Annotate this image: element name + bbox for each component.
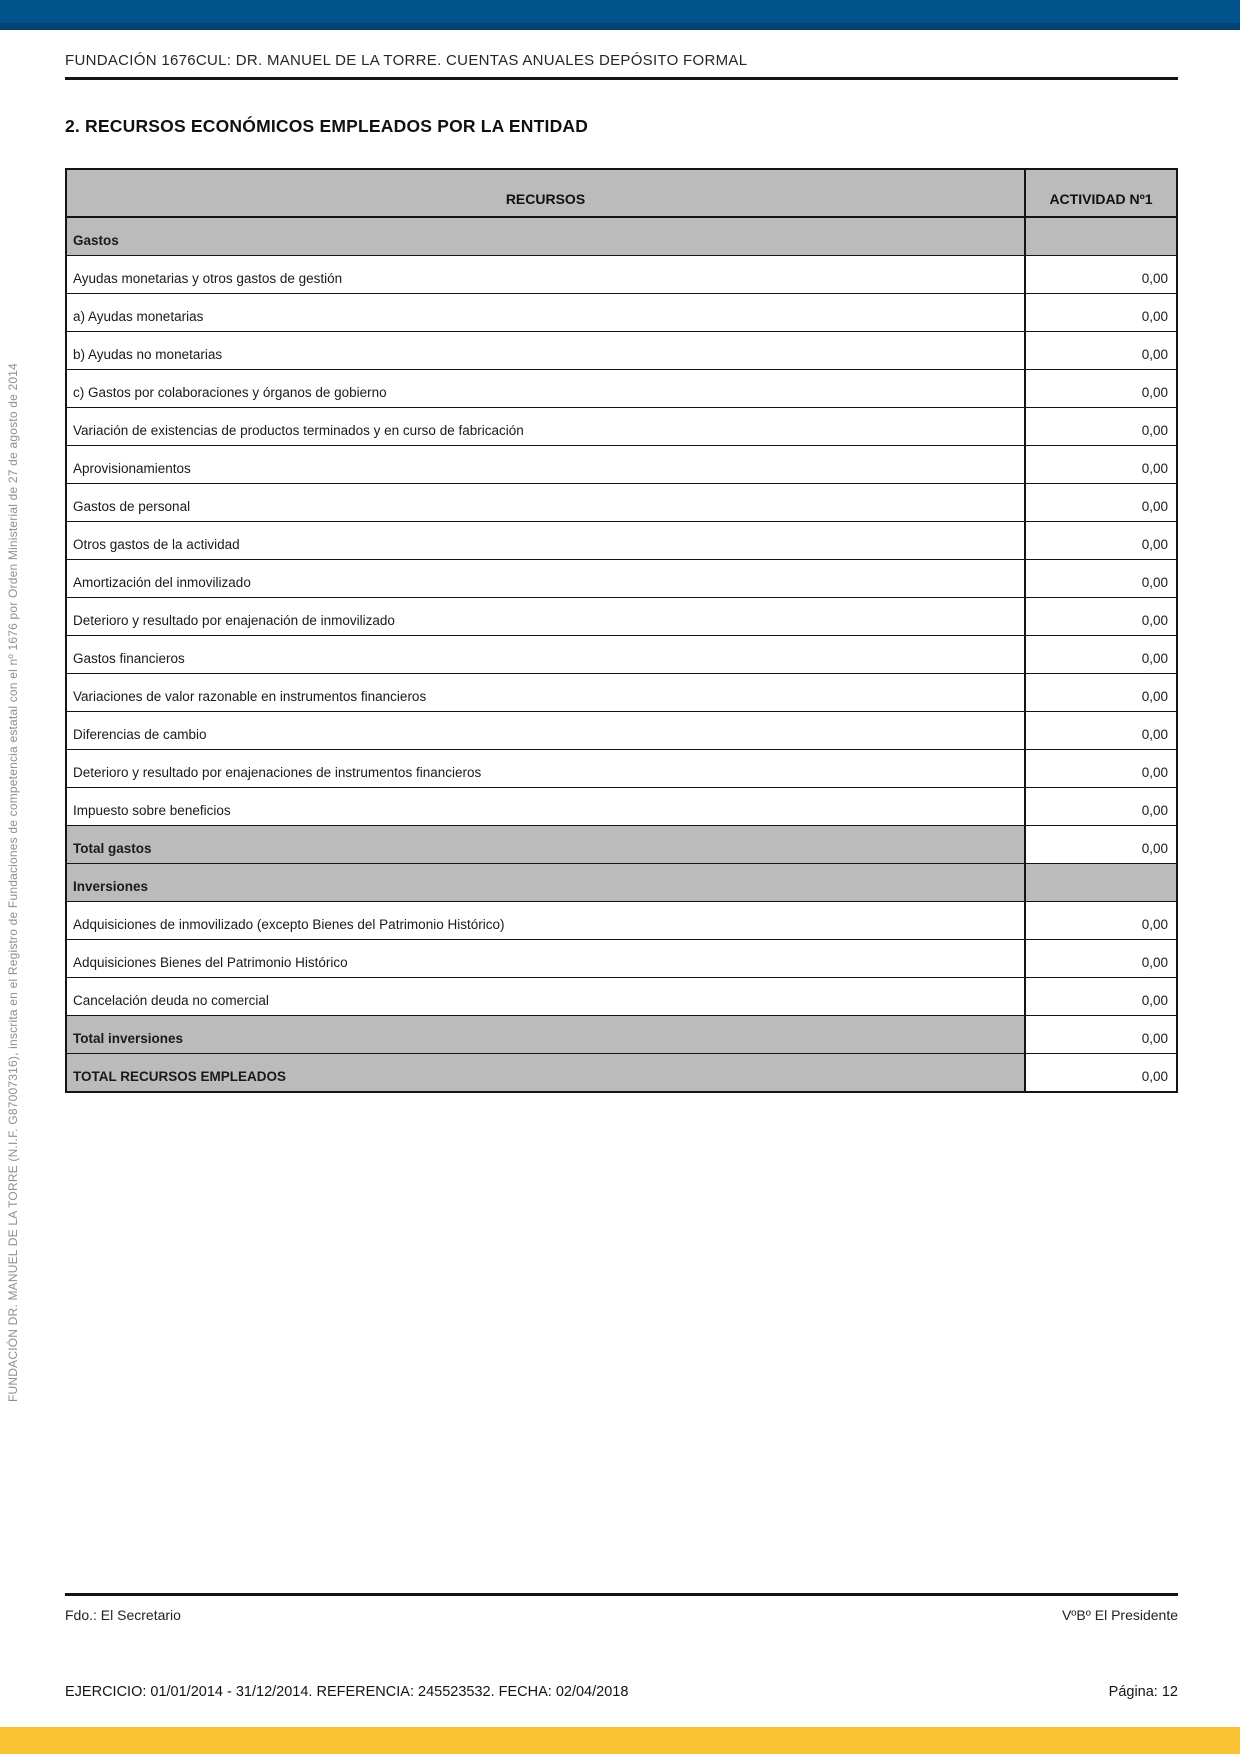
row-value: 0,00	[1141, 841, 1168, 856]
table-body	[67, 217, 1176, 1091]
row-label: Diferencias de cambio	[67, 712, 1026, 749]
row-label: Total gastos	[67, 826, 1026, 863]
row-value: 0,00	[1141, 803, 1168, 818]
row-label: a) Ayudas monetarias	[67, 294, 1026, 331]
row-label: Adquisiciones Bienes del Patrimonio Histórico	[67, 940, 1026, 977]
signature-divider	[65, 1593, 1178, 1596]
row-label: Variaciones de valor razonable en instrumentos financieros	[67, 674, 1026, 711]
page-number: Página: 12	[1108, 1684, 1178, 1700]
table-row	[67, 787, 1176, 825]
row-value: 0,00	[1141, 1031, 1168, 1046]
row-value: 0,00	[1141, 689, 1168, 704]
signature-row	[65, 1607, 1178, 1623]
table-row	[67, 597, 1176, 635]
row-label: Cancelación deuda no comercial	[67, 978, 1026, 1015]
row-value: 0,00	[1141, 347, 1168, 362]
row-value: 0,00	[1141, 651, 1168, 666]
table-row	[67, 521, 1176, 559]
footer-info-row	[65, 1684, 1178, 1700]
table-row	[67, 407, 1176, 445]
row-label: Variación de existencias de productos terminados y en curso de fabricación	[67, 408, 1026, 445]
registry-side-note: FUNDACIÓN DR. MANUEL DE LA TORRE (N.I.F. G87007316), inscrita en el Registro de Fundaciones de competencia estatal con el nº 1676 por Orden Ministerial de 27 de agosto de 2014	[6, 363, 20, 1402]
table-row	[67, 255, 1176, 293]
row-label: Impuesto sobre beneficios	[67, 788, 1026, 825]
table-row	[67, 939, 1176, 977]
row-value: 0,00	[1141, 461, 1168, 476]
table-row	[67, 749, 1176, 787]
row-value	[1026, 864, 1176, 901]
table-row	[67, 483, 1176, 521]
table-row	[67, 331, 1176, 369]
table-header-row	[67, 170, 1176, 217]
table-row	[67, 1015, 1176, 1053]
row-value: 0,00	[1141, 271, 1168, 286]
table-row	[67, 445, 1176, 483]
table-row	[67, 901, 1176, 939]
resources-table	[65, 168, 1178, 1093]
row-label: c) Gastos por colaboraciones y órganos de gobierno	[67, 370, 1026, 407]
row-label: Aprovisionamientos	[67, 446, 1026, 483]
row-value: 0,00	[1141, 765, 1168, 780]
row-label: Ayudas monetarias y otros gastos de gestión	[67, 256, 1026, 293]
row-value: 0,00	[1141, 385, 1168, 400]
row-label: Deterioro y resultado por enajenaciones de instrumentos financieros	[67, 750, 1026, 787]
table-row	[67, 863, 1176, 901]
table-row	[67, 977, 1176, 1015]
top-accent-bar	[0, 0, 1240, 30]
row-label: Gastos financieros	[67, 636, 1026, 673]
row-label: b) Ayudas no monetarias	[67, 332, 1026, 369]
bottom-accent-bar	[0, 1727, 1240, 1754]
row-label: Gastos de personal	[67, 484, 1026, 521]
row-value: 0,00	[1141, 917, 1168, 932]
table-row	[67, 559, 1176, 597]
secretary-signature-label: Fdo.: El Secretario	[65, 1607, 181, 1623]
row-label: Otros gastos de la actividad	[67, 522, 1026, 559]
table-row	[67, 825, 1176, 863]
column-header-actividad: ACTIVIDAD Nº1	[1049, 191, 1153, 207]
row-value: 0,00	[1141, 993, 1168, 1008]
row-label: TOTAL RECURSOS EMPLEADOS	[67, 1054, 1026, 1091]
document-header: FUNDACIÓN 1676CUL: DR. MANUEL DE LA TORRE. CUENTAS ANUALES DEPÓSITO FORMAL	[65, 52, 1178, 80]
row-label: Total inversiones	[67, 1016, 1026, 1053]
row-label: Amortización del inmovilizado	[67, 560, 1026, 597]
row-value: 0,00	[1141, 309, 1168, 324]
table-row	[67, 217, 1176, 255]
row-label: Adquisiciones de inmovilizado (excepto Bienes del Patrimonio Histórico)	[67, 902, 1026, 939]
table-row	[67, 673, 1176, 711]
row-value: 0,00	[1141, 1069, 1168, 1084]
row-label: Deterioro y resultado por enajenación de inmovilizado	[67, 598, 1026, 635]
row-value: 0,00	[1141, 499, 1168, 514]
row-value: 0,00	[1141, 955, 1168, 970]
table-row	[67, 293, 1176, 331]
table-row	[67, 635, 1176, 673]
table-row	[67, 711, 1176, 749]
row-value	[1026, 218, 1176, 255]
exercise-reference-date: EJERCICIO: 01/01/2014 - 31/12/2014. REFERENCIA: 245523532. FECHA: 02/04/2018	[65, 1684, 629, 1700]
column-header-recursos: RECURSOS	[67, 170, 1026, 216]
page-title: 2. RECURSOS ECONÓMICOS EMPLEADOS POR LA ENTIDAD	[65, 116, 589, 136]
row-value: 0,00	[1141, 423, 1168, 438]
table-row	[67, 369, 1176, 407]
row-value: 0,00	[1141, 537, 1168, 552]
president-signature-label: VºBº El Presidente	[1061, 1607, 1178, 1623]
row-label: Gastos	[67, 218, 1026, 255]
row-value: 0,00	[1141, 575, 1168, 590]
row-value: 0,00	[1141, 613, 1168, 628]
row-value: 0,00	[1141, 727, 1168, 742]
row-label: Inversiones	[67, 864, 1026, 901]
table-row	[67, 1053, 1176, 1091]
